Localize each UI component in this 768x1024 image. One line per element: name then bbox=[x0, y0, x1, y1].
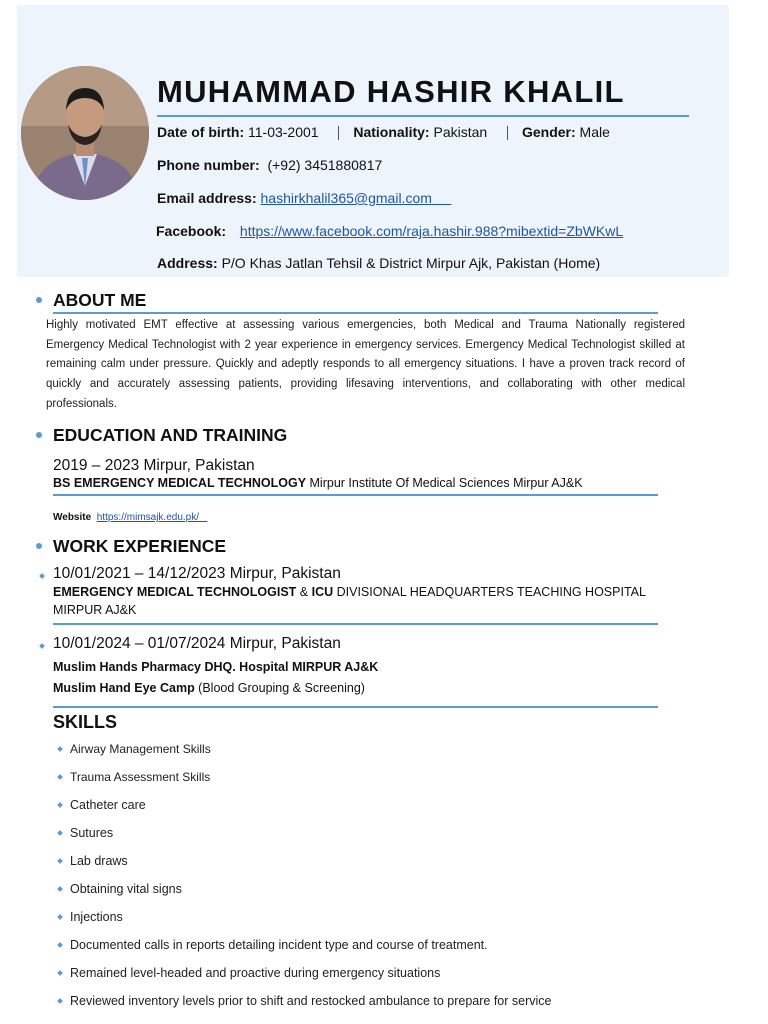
skill-item bbox=[56, 823, 552, 851]
phone-label: Phone number: bbox=[157, 157, 260, 173]
website-label: Website bbox=[53, 512, 92, 523]
nationality-value: Pakistan bbox=[433, 124, 488, 140]
skill-bullet bbox=[57, 942, 63, 948]
address-label: Address: bbox=[157, 255, 218, 271]
job1-role: EMERGENCY MEDICAL TECHNOLOGIST bbox=[53, 585, 297, 599]
divider bbox=[338, 126, 339, 140]
skill-text: Documented calls in reports detailing incident type and course of treatment. bbox=[70, 938, 488, 952]
candidate-name: MUHAMMAD HASHIR KHALIL bbox=[157, 74, 625, 109]
job1-dates: 10/01/2021 – 14/12/2023 Mirpur, Pakistan bbox=[53, 565, 341, 582]
education-dates: 2019 – 2023 Mirpur, Pakistan bbox=[53, 457, 255, 474]
skills-list bbox=[56, 739, 552, 1019]
skill-item bbox=[56, 907, 552, 935]
job1-underline bbox=[53, 623, 658, 625]
address-value: P/O Khas Jatlan Tehsil & District Mirpur Ajk, Pakistan (Home) bbox=[221, 255, 601, 271]
job2-underline bbox=[53, 706, 658, 708]
skill-bullet bbox=[57, 774, 63, 780]
facebook-link[interactable]: https://www.facebook.com/raja.hashir.988?mibextid=ZbWKwL bbox=[239, 223, 624, 239]
profile-photo bbox=[21, 66, 149, 200]
skill-text: Airway Management Skills bbox=[70, 742, 211, 756]
work-title: WORK EXPERIENCE bbox=[53, 536, 227, 556]
job1-icu: ICU bbox=[311, 585, 334, 599]
about-title: ABOUT ME bbox=[53, 290, 147, 310]
job2-dates: 10/01/2024 – 01/07/2024 Mirpur, Pakistan bbox=[53, 635, 341, 652]
job2-line1: Muslim Hands Pharmacy DHQ. Hospital MIRPUR AJ&K bbox=[53, 660, 379, 674]
skill-item bbox=[56, 767, 552, 795]
job1-title bbox=[53, 585, 646, 599]
nationality-label: Nationality: bbox=[353, 124, 430, 140]
skill-item bbox=[56, 963, 552, 991]
skill-item bbox=[56, 851, 552, 879]
email-link[interactable]: hashirkhalil365@gmail.com bbox=[260, 190, 432, 206]
skill-bullet bbox=[57, 886, 63, 892]
skill-bullet bbox=[57, 858, 63, 864]
name-underline bbox=[157, 115, 689, 117]
skill-bullet bbox=[57, 914, 63, 920]
email-row bbox=[157, 190, 451, 206]
facebook-row bbox=[156, 223, 623, 239]
skill-item bbox=[56, 991, 552, 1019]
skill-text: Obtaining vital signs bbox=[70, 882, 182, 896]
address-row bbox=[157, 255, 600, 271]
job2-line2-rest: (Blood Grouping & Screening) bbox=[194, 681, 365, 695]
job2-line2 bbox=[53, 681, 365, 695]
website-link[interactable]: https://mimsajk.edu.pk/ bbox=[96, 512, 199, 523]
institution-name: Mirpur Institute Of Medical Sciences Mirpur AJ&K bbox=[306, 476, 583, 490]
job1-place: DIVISIONAL HEADQUARTERS TEACHING HOSPITAL bbox=[333, 585, 646, 599]
divider bbox=[507, 126, 508, 140]
education-underline bbox=[53, 494, 658, 496]
section-bullet bbox=[36, 297, 42, 303]
section-bullet bbox=[36, 432, 42, 438]
skill-item bbox=[56, 935, 552, 963]
about-underline bbox=[53, 312, 658, 314]
skill-bullet bbox=[57, 998, 63, 1004]
education-detail bbox=[53, 476, 583, 490]
skill-bullet bbox=[57, 746, 63, 752]
section-bullet bbox=[36, 543, 42, 549]
skill-bullet bbox=[57, 802, 63, 808]
skills-title: SKILLS bbox=[53, 712, 118, 732]
job1-place-line2: MIRPUR AJ&K bbox=[53, 603, 137, 617]
gender-value: Male bbox=[579, 124, 610, 140]
skill-bullet bbox=[57, 830, 63, 836]
skill-text: Reviewed inventory levels prior to shift and restocked ambulance to prepare for service bbox=[70, 994, 552, 1008]
gender-label: Gender: bbox=[521, 124, 576, 140]
skill-bullet bbox=[57, 970, 63, 976]
skill-text: Trauma Assessment Skills bbox=[70, 770, 211, 784]
job2-line2-bold: Muslim Hand Eye Camp bbox=[53, 681, 195, 695]
skill-text: Sutures bbox=[70, 826, 114, 840]
dob-label: Date of birth: bbox=[157, 124, 245, 140]
job-bullet bbox=[39, 643, 45, 649]
personal-details-row bbox=[157, 124, 610, 140]
job1-amp: & bbox=[296, 585, 312, 599]
email-label: Email address: bbox=[157, 190, 257, 206]
phone-row bbox=[157, 157, 382, 173]
about-text: Highly motivated EMT effective at assessing various emergencies, both Medical and Trauma Nationally registered Emergency Medical Technologist with 2 year experience in emergency services. Emergency Medical Technologist skilled at remaining calm under pressure. Quickly and adeptly responds to all emergency situations. I have a proven track record of quickly and accurately assessing patients, providing lifesaving interventions, and collaborating with other medical professionals. bbox=[46, 319, 685, 410]
skill-item bbox=[56, 739, 552, 767]
website-row bbox=[53, 512, 207, 523]
facebook-label: Facebook: bbox=[156, 223, 227, 239]
skill-text: Catheter care bbox=[70, 798, 146, 812]
skill-text: Remained level-headed and proactive during emergency situations bbox=[70, 966, 441, 980]
skill-text: Injections bbox=[70, 910, 123, 924]
skill-item bbox=[56, 879, 552, 907]
phone-value: (+92) 3451880817 bbox=[267, 157, 383, 173]
job-bullet bbox=[39, 573, 45, 579]
degree-name: BS EMERGENCY MEDICAL TECHNOLOGY bbox=[53, 476, 307, 490]
dob-value: 11-03-2001 bbox=[248, 124, 319, 140]
education-title: EDUCATION AND TRAINING bbox=[53, 425, 288, 445]
skill-item bbox=[56, 795, 552, 823]
skill-text: Lab draws bbox=[70, 854, 128, 868]
